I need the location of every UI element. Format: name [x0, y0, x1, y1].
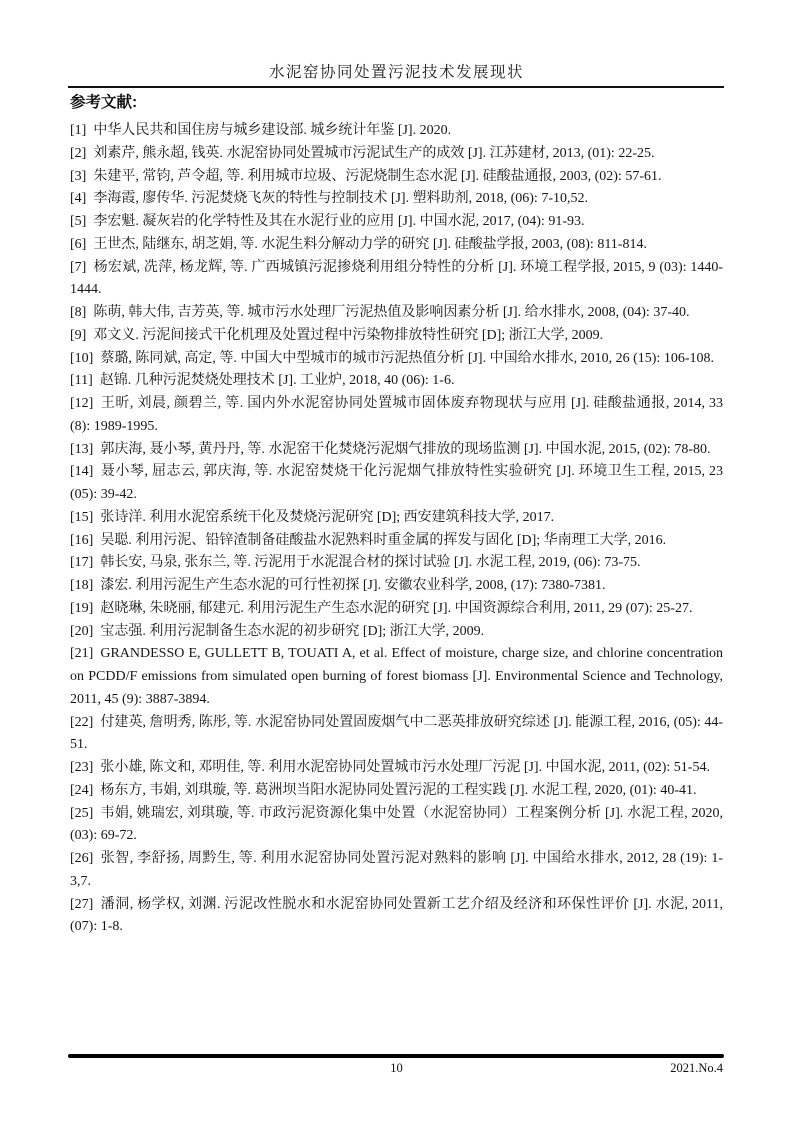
reference-text: 吴聪. 利用污泥、铅锌渣制备硅酸盐水泥熟料时重金属的挥发与固化 [D]; 华南理工大学, 2016.	[100, 532, 667, 548]
reference-item	[70, 461, 723, 507]
reference-label: [25]	[70, 805, 94, 821]
reference-item	[70, 120, 723, 143]
reference-text: 张智, 李舒扬, 周黔生, 等. 利用水泥窑协同处置污泥对熟料的影响 [J]. 中国给水排水, 2012, 28 (19): 1-3,7.	[70, 851, 723, 889]
reference-text: 赵晓琳, 朱晓丽, 郁建元. 利用污泥生产生态水泥的研究 [J]. 中国资源综合利用, 2011, 29 (07): 25-27.	[100, 600, 693, 616]
references-list	[70, 120, 723, 939]
reference-item	[70, 166, 723, 189]
reference-item	[70, 780, 723, 803]
page-number: 10	[390, 1061, 403, 1075]
reference-item	[70, 757, 723, 780]
reference-text: 邓文义. 污泥间接式干化机理及处置过程中污染物排放特性研究 [D]; 浙江大学, 2009.	[93, 327, 604, 343]
reference-text: 赵锦. 几种污泥焚烧处理技术 [J]. 工业炉, 2018, 40 (06): 1-6.	[99, 373, 455, 389]
reference-text: 杨宏斌, 冼萍, 杨龙辉, 等. 广西城镇污泥掺烧利用组分特性的分析 [J]. 环境工程学报, 2015, 9 (03): 1440-1444.	[70, 259, 723, 298]
reference-label: [5]	[70, 214, 87, 229]
running-head-title: 水泥窑协同处置污泥技术发展现状	[268, 64, 524, 81]
reference-text: 韦娟, 姚瑞宏, 刘琪璇, 等. 市政污泥资源化集中处置（水泥窑协同）工程案例分析 [J]. 水泥工程, 2020, (03): 69-72.	[70, 805, 723, 844]
reference-label: [13]	[70, 441, 94, 457]
reference-text: 杨东方, 韦娟, 刘琪璇, 等. 葛洲坝当阳水泥协同处置污泥的工程实践 [J]. 水泥工程, 2020, (01): 40-41.	[100, 782, 697, 798]
reference-text: 韩长安, 马泉, 张东兰, 等. 污泥用于水泥混合材的探讨试验 [J]. 水泥工程, 2019, (06): 73-75.	[100, 555, 641, 571]
reference-text: 漆宏. 利用污泥生产生态水泥的可行性初探 [J]. 安徽农业科学, 2008, (17): 7380-7381.	[100, 578, 606, 593]
reference-label: [24]	[70, 782, 94, 798]
page-content	[70, 91, 723, 939]
reference-label: [11]	[70, 373, 93, 389]
reference-label: [10]	[70, 350, 94, 366]
reference-text: 陈萌, 韩大伟, 吉芳英, 等. 城市污水处理厂污泥热值及影响因素分析 [J]. 给水排水, 2008, (04): 37-40.	[93, 305, 690, 320]
reference-text: 朱建平, 常钧, 芦令超, 等. 利用城市垃圾、污泥烧制生态水泥 [J]. 硅酸盐通报, 2003, (02): 57-61.	[93, 168, 662, 184]
reference-label: [16]	[70, 532, 94, 548]
reference-item	[70, 530, 723, 553]
reference-item	[70, 575, 723, 598]
reference-label: [17]	[70, 555, 94, 571]
reference-item	[70, 552, 723, 575]
reference-label: [14]	[70, 464, 94, 480]
reference-label: [15]	[70, 509, 94, 525]
reference-item	[70, 143, 723, 166]
reference-label: [18]	[70, 578, 94, 593]
reference-text: 王世杰, 陆继东, 胡芝娟, 等. 水泥生料分解动力学的研究 [J]. 硅酸盐学报, 2003, (08): 811-814.	[93, 236, 647, 252]
reference-label: [12]	[70, 396, 94, 411]
reference-label: [26]	[70, 851, 94, 866]
reference-label: [21]	[70, 646, 94, 662]
reference-item	[70, 302, 723, 325]
reference-item	[70, 598, 723, 621]
reference-item	[70, 393, 723, 439]
reference-text: 张诗洋. 利用水泥窑系统干化及焚烧污泥研究 [D]; 西安建筑科技大学, 2017.	[100, 509, 555, 525]
reference-item	[70, 348, 723, 371]
reference-text: 聂小琴, 屈志云, 郭庆海, 等. 水泥窑焚烧干化污泥烟气排放特性实验研究 [J]. 环境卫生工程, 2015, 23 (05): 39-42.	[70, 464, 723, 502]
reference-text: 付建英, 詹明秀, 陈彤, 等. 水泥窑协同处置固废烟气中二恶英排放研究综述 [J]. 能源工程, 2016, (05): 44-51.	[70, 714, 723, 753]
reference-item	[70, 848, 723, 894]
reference-item	[70, 257, 723, 303]
header-divider	[68, 86, 724, 88]
reference-label: [2]	[70, 145, 87, 161]
reference-label: [1]	[70, 123, 87, 138]
reference-label: [6]	[70, 236, 87, 252]
reference-label: [4]	[70, 191, 87, 207]
reference-text: 刘素芹, 熊永超, 钱英. 水泥窑协同处置城市污泥试生产的成效 [J]. 江苏建材, 2013, (01): 22-25.	[93, 145, 655, 161]
reference-label: [23]	[70, 760, 94, 775]
reference-label: [3]	[70, 168, 87, 184]
reference-text: 中华人民共和国住房与城乡建设部. 城乡统计年鉴 [J]. 2020.	[93, 123, 452, 138]
reference-label: [9]	[70, 327, 87, 343]
reference-item	[70, 325, 723, 348]
reference-item	[70, 803, 723, 849]
reference-item	[70, 234, 723, 257]
reference-label: [8]	[70, 305, 87, 320]
footer-divider	[68, 1054, 724, 1058]
reference-text: 宝志强. 利用污泥制备生态水泥的初步研究 [D]; 浙江大学, 2009.	[100, 623, 485, 639]
reference-text: 王昕, 刘晨, 颜碧兰, 等. 国内外水泥窑协同处置城市固体废弃物现状与应用 [J]. 硅酸盐通报, 2014, 33 (8): 1989-1995.	[70, 396, 723, 434]
reference-item	[70, 712, 723, 758]
reference-item	[70, 621, 723, 644]
reference-text: 郭庆海, 聂小琴, 黄丹丹, 等. 水泥窑干化焚烧污泥烟气排放的现场监测 [J]. 中国水泥, 2015, (02): 78-80.	[100, 441, 711, 457]
reference-item	[70, 643, 723, 711]
reference-item	[70, 211, 723, 234]
references-heading: 参考文献:	[70, 94, 138, 111]
reference-text: 张小雄, 陈文和, 邓明佳, 等. 利用水泥窑协同处置城市污水处理厂污泥 [J]. 中国水泥, 2011, (02): 51-54.	[100, 760, 710, 775]
reference-item	[70, 370, 723, 393]
reference-label: [19]	[70, 600, 94, 616]
reference-item	[70, 894, 723, 940]
reference-item	[70, 439, 723, 462]
reference-text: 李宏魁. 凝灰岩的化学特性及其在水泥行业的应用 [J]. 中国水泥, 2017, (04): 91-93.	[93, 214, 585, 229]
reference-item	[70, 188, 723, 211]
reference-text: 潘洞, 杨学权, 刘渊. 污泥改性脱水和水泥窑协同处置新工艺介绍及经济和环保性评价 [J]. 水泥, 2011, (07): 1-8.	[70, 896, 723, 935]
reference-text: 蔡璐, 陈同斌, 高定, 等. 中国大中型城市的城市污泥热值分析 [J]. 中国给水排水, 2010, 26 (15): 106-108.	[100, 350, 714, 366]
reference-label: [20]	[70, 623, 94, 639]
reference-label: [22]	[70, 714, 94, 730]
reference-label: [7]	[70, 259, 87, 275]
reference-text: GRANDESSO E, GULLETT B, TOUATI A, et al. Effect of moisture, charge size, and chlorine concentration on PCDD/F emissions from simulated open burning of forest biomass [J]. Environmental Science and Technology, 2011, 45 (9): 3887-3894.	[70, 646, 723, 707]
reference-item	[70, 507, 723, 530]
issue-label: 2021.No.4	[670, 1061, 723, 1075]
reference-text: 李海霞, 廖传华. 污泥焚烧飞灰的特性与控制技术 [J]. 塑料助剂, 2018, (06): 7-10,52.	[93, 191, 588, 207]
reference-label: [27]	[70, 896, 94, 912]
